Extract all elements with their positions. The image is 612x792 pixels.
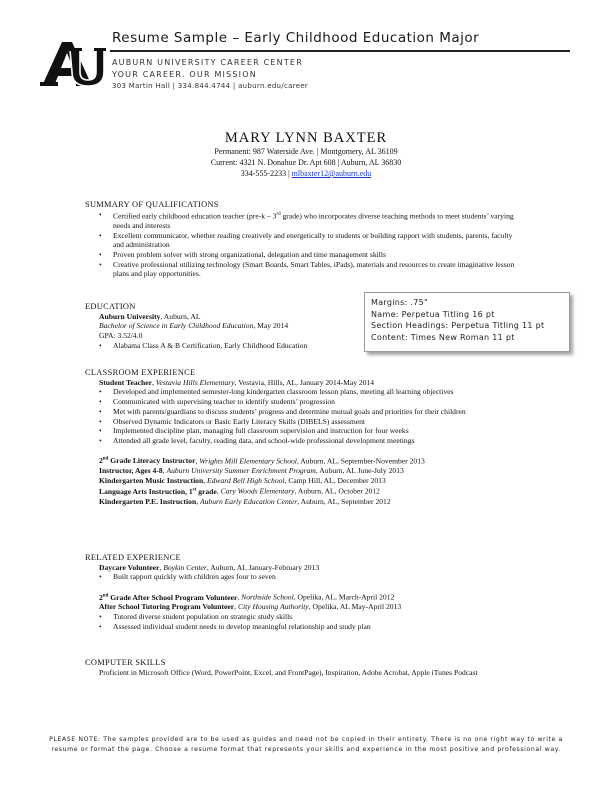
formatting-note-box [364, 292, 570, 352]
header-title: Resume Sample – Early Childhood Education Major [112, 30, 480, 46]
section-heading-classroom: CLASSROOM EXPERIENCE [85, 368, 196, 377]
classroom-section [85, 368, 525, 506]
section-heading-education: EDUCATION [85, 302, 136, 311]
header-address: 303 Martin Hall | 334.844.4744 | auburn.edu/career [112, 82, 309, 90]
degree-date: , May 2014 [253, 321, 289, 331]
role-line: Kindergarten P.E. Instruction, Auburn Early Education Center, Auburn, AL, September 2012 [99, 496, 391, 506]
list-item: • Developed and implemented semester-long kindergarten classroom lesson plans, meeting all learning objectives [99, 387, 525, 397]
list-item: • Attended all grade level, faculty, reading data, and school-wide professional development meetings [99, 436, 525, 446]
list-item: • Built rapport quickly with children ages four to seven [99, 572, 525, 582]
job-heading: Daycare Volunteer, Boykin Center, Auburn, AL January-February 2013 [99, 562, 320, 572]
section-heading-summary: SUMMARY OF QUALIFICATIONS [85, 200, 219, 209]
footer-line-1: PLEASE NOTE: The samples provided are to be used as guides and need not be copied in their entirety. There is no one right way to write a [49, 736, 563, 743]
role-line: 2nd Grade Literacy Instructor, Wrights Mill Elementary School, Auburn, AL, September-November 2013 [99, 456, 425, 466]
summary-list [99, 210, 525, 279]
list-item: • Communicated with supervising teacher to identify students’ progression [99, 397, 525, 407]
email-link[interactable]: mlbaxter12@auburn.edu [291, 169, 372, 178]
list-item: • Alabama Class A & B Certification, Early Childhood Education [99, 341, 525, 351]
contact-line [0, 169, 612, 178]
job-heading: After School Tutoring Program Volunteer, City Housing Authority, Opelika, AL May-April 2013 [99, 602, 402, 612]
note-name-font: Name: Perpetua Titling 16 pt [371, 309, 495, 319]
header-divider [110, 50, 570, 52]
related-section [85, 553, 525, 631]
education-gpa: GPA: 3.52/4.0 [99, 331, 143, 341]
auburn-au-logo-icon [40, 38, 106, 88]
current-address: Current: 4321 N. Donahue Dr. Apt 608 | Auburn, AL 36830 [210, 158, 402, 167]
note-section-font: Section Headings: Perpetua Titling 11 pt [371, 321, 545, 330]
phone-number: 334-555-2233 | [240, 169, 292, 178]
footer-note [30, 735, 582, 755]
list-item: • Tutored diverse student population on strategic study skills [99, 612, 525, 622]
school-name: Auburn University [99, 311, 161, 321]
computer-section [85, 658, 525, 677]
role-line: Language Arts Instruction, 1st grade, Cary Woods Elementary, Auburn, AL, October 2012 [99, 486, 380, 496]
school-location: , Auburn, AL [160, 311, 201, 321]
job-duties-list [99, 572, 525, 582]
list-item: • Assessed individual student needs to develop meaningful relationship and study plan [99, 622, 525, 632]
permanent-address: Permanent: 987 Waterside Ave. | Montgomery, AL 36109 [214, 147, 398, 156]
job-heading: 2nd Grade After School Program Volunteer, Northside School, Opelika, AL, March-April 2012 [99, 592, 395, 602]
job-duties-list [99, 612, 525, 631]
section-heading-computer: COMPUTER SKILLS [85, 658, 166, 667]
list-item: • Excellent communicator, whether reading creatively and energetically to students or building rapport with students, parents, faculty and administration [99, 231, 525, 250]
list-item: • Implemented discipline plan, managing full classroom supervision and instruction for four weeks [99, 426, 525, 436]
header-tagline: YOUR CAREER. OUR MISSION [112, 70, 257, 79]
computer-skills-text: Proficient in Microsoft Office (Word, PowerPoint, Excel, and FrontPage), Inspiration, Adobe Acrobat, Apple iTunes Podcast [99, 667, 478, 677]
list-item: • Creative professional utilizing technology (Smart Boards, Smart Tables, iPads), materials and resources to create imaginative lesson plans and play opportunities. [99, 260, 525, 279]
list-item: • Met with parents/guardians to discuss students’ progress and determine mutual goals and priorities for their children [99, 407, 525, 417]
job-duties-list [99, 387, 525, 445]
header-org: AUBURN UNIVERSITY CAREER CENTER [112, 58, 303, 67]
footer-line-2: resume or format the page. Choose a resume format that represents your skills and experience in the most positive and professional way. [51, 746, 561, 753]
job-heading: Student Teacher, Vestavia Hills Elementary, Vestavia, Hills, AL, January 2014-May 2014 [99, 377, 375, 387]
note-content-font: Content: Times New Roman 11 pt [371, 332, 515, 342]
list-item: • Observed Dynamic Indicators or Basic Early Literacy Skills (DIBELS) assessment [99, 417, 525, 427]
role-line: Instructor, Ages 4-8, Auburn University Summer Enrichment Program, Auburn, AL June-July 2013 [99, 465, 404, 475]
list-item: • Certified early childhood education teacher (pre-k – 3rd grade) who incorporates diverse teaching methods to meet students’ varying needs and interests [99, 210, 525, 231]
section-heading-related: RELATED EXPERIENCE [85, 553, 181, 562]
note-margins: Margins: .75" [371, 298, 429, 307]
resume-name: MARY LYNN BAXTER [224, 130, 388, 146]
degree-name: Bachelor of Science in Early Childhood Education [99, 321, 254, 331]
role-line: Kindergarten Music Instruction, Edward Bell High School, Camp Hill, AL, December 2013 [99, 475, 386, 485]
list-item: • Proven problem solver with strong organizational, delegation and time management skills [99, 250, 525, 260]
summary-section [85, 200, 525, 279]
